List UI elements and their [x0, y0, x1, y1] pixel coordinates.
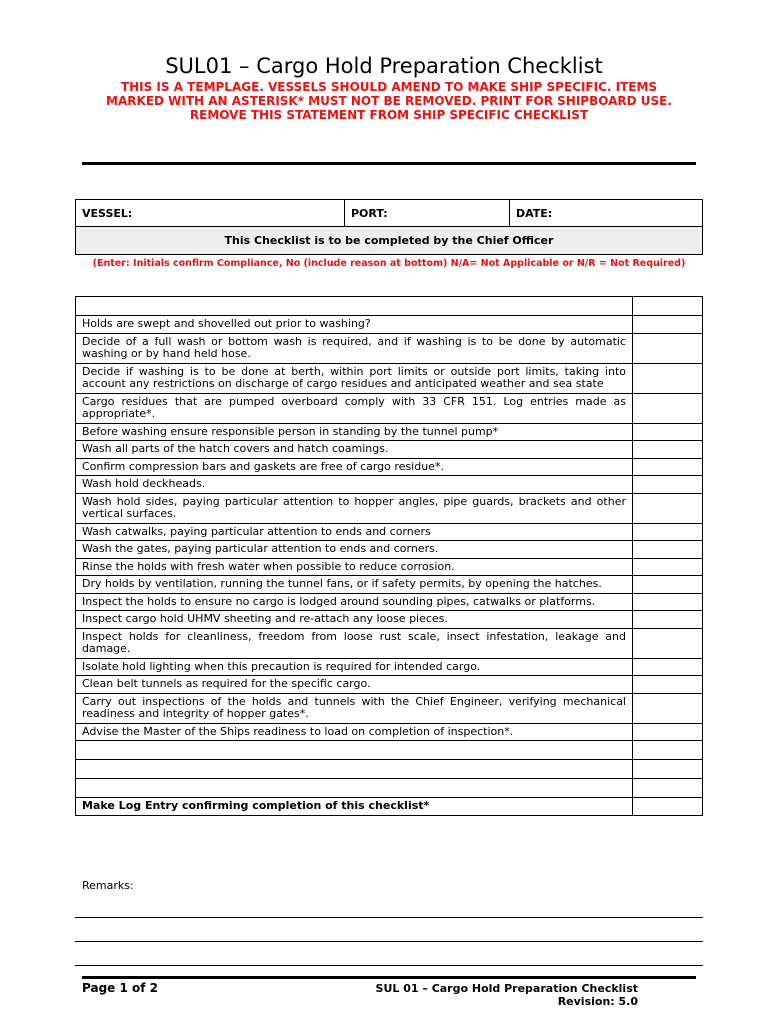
item-cell: Holds are swept and shovelled out prior to washing? [76, 316, 633, 334]
table-row [76, 523, 703, 541]
check-cell[interactable] [633, 593, 703, 611]
port-field[interactable] [345, 200, 510, 227]
check-cell[interactable] [633, 541, 703, 559]
item-cell: Inspect holds for cleanliness, freedom from loose rust scale, insect infestation, leakage and damage. [76, 628, 633, 658]
item-cell[interactable] [76, 741, 633, 760]
check-cell[interactable] [633, 611, 703, 629]
item-cell: Wash hold deckheads. [76, 476, 633, 494]
check-cell[interactable] [633, 333, 703, 363]
check-cell[interactable] [633, 316, 703, 334]
check-cell[interactable] [633, 723, 703, 741]
table-row [76, 693, 703, 723]
item-cell: Wash all parts of the hatch covers and hatch coamings. [76, 441, 633, 459]
check-cell[interactable] [633, 628, 703, 658]
item-cell: Before washing ensure responsible person in standing by the tunnel pump* [76, 423, 633, 441]
check-cell[interactable] [633, 458, 703, 476]
table-row [76, 393, 703, 423]
footer-doc-name: SUL 01 – Cargo Hold Preparation Checklist [375, 982, 638, 995]
table-row [76, 558, 703, 576]
check-cell[interactable] [633, 760, 703, 779]
item-cell: Decide if washing is to be done at berth, within port limits or outside port limits, taking into account any restrictions on discharge of cargo residues and anticipated weather and sea state [76, 363, 633, 393]
remarks-line[interactable] [75, 917, 703, 918]
check-cell[interactable] [633, 493, 703, 523]
table-row [76, 676, 703, 694]
table-row [76, 628, 703, 658]
table-row [76, 593, 703, 611]
table-row [76, 476, 703, 494]
check-cell[interactable] [633, 297, 703, 316]
table-row [76, 441, 703, 459]
check-cell[interactable] [633, 693, 703, 723]
table-row [76, 333, 703, 363]
remarks-line[interactable] [75, 965, 703, 966]
template-notice: THIS IS A TEMPLAGE. VESSELS SHOULD AMEND TO MAKE SHIP SPECIFIC. ITEMS MARKED WITH AN ASTERISK* MUST NOT BE REMOVED. PRINT FOR SHIPBOARD USE. REMOVE THIS STATEMENT FROM SHIP SPECIFIC CHECKLIST [106, 80, 672, 122]
check-cell[interactable] [633, 423, 703, 441]
date-label: DATE: [516, 206, 553, 220]
table-row [76, 798, 703, 816]
item-cell[interactable] [76, 779, 633, 798]
item-cell: Isolate hold lighting when this precaution is required for intended cargo. [76, 658, 633, 676]
date-field[interactable] [510, 200, 703, 227]
completion-note: This Checklist is to be completed by the Chief Officer [76, 227, 703, 255]
check-cell[interactable] [633, 363, 703, 393]
item-cell: Cargo residues that are pumped overboard comply with 33 CFR 151. Log entries made as appropriate*. [76, 393, 633, 423]
check-cell[interactable] [633, 441, 703, 459]
check-cell[interactable] [633, 779, 703, 798]
check-cell[interactable] [633, 798, 703, 816]
footer-revision: Revision: 5.0 [557, 995, 638, 1008]
table-row [76, 541, 703, 559]
table-row [76, 316, 703, 334]
check-cell[interactable] [633, 523, 703, 541]
item-cell: Inspect the holds to ensure no cargo is lodged around sounding pipes, catwalks or platforms. [76, 593, 633, 611]
table-row [76, 493, 703, 523]
table-row [76, 658, 703, 676]
check-cell[interactable] [633, 658, 703, 676]
footer-divider [82, 976, 696, 979]
table-row [76, 458, 703, 476]
item-cell: Rinse the holds with fresh water when possible to reduce corrosion. [76, 558, 633, 576]
check-cell[interactable] [633, 576, 703, 594]
page-title: SUL01 – Cargo Hold Preparation Checklist [165, 54, 603, 78]
table-row [76, 576, 703, 594]
checklist-table [75, 296, 703, 816]
vessel-field[interactable] [76, 200, 345, 227]
table-row [76, 760, 703, 779]
header-divider [82, 162, 696, 165]
item-cell: Clean belt tunnels as required for the specific cargo. [76, 676, 633, 694]
item-cell[interactable] [76, 760, 633, 779]
item-cell: Confirm compression bars and gaskets are free of cargo residue*. [76, 458, 633, 476]
item-cell: Wash catwalks, paying particular attention to ends and corners [76, 523, 633, 541]
item-cell: Wash the gates, paying particular attention to ends and corners. [76, 541, 633, 559]
item-cell: Wash hold sides, paying particular attention to hopper angles, pipe guards, brackets and other vertical surfaces. [76, 493, 633, 523]
table-row [76, 723, 703, 741]
check-cell[interactable] [633, 741, 703, 760]
remarks-line[interactable] [75, 941, 703, 942]
page-number: Page 1 of 2 [82, 981, 158, 995]
check-cell[interactable] [633, 476, 703, 494]
item-cell: Inspect cargo hold UHMV sheeting and re-attach any loose pieces. [76, 611, 633, 629]
table-row [76, 611, 703, 629]
check-cell[interactable] [633, 558, 703, 576]
table-row [76, 779, 703, 798]
table-row [76, 297, 703, 316]
vessel-label: VESSEL: [82, 206, 133, 220]
item-cell: Advise the Master of the Ships readiness to load on completion of inspection*. [76, 723, 633, 741]
entry-instructions: (Enter: Initials confirm Compliance, No (include reason at bottom) N/A= Not Applicable or N/R = Not Required) [92, 258, 686, 269]
remarks-label: Remarks: [82, 879, 134, 892]
log-entry-item: Make Log Entry confirming completion of this checklist* [76, 798, 633, 816]
item-cell: Dry holds by ventilation, running the tunnel fans, or if safety permits, by opening the hatches. [76, 576, 633, 594]
table-row [76, 363, 703, 393]
check-cell[interactable] [633, 676, 703, 694]
table-row [76, 423, 703, 441]
check-cell[interactable] [633, 393, 703, 423]
footer-doc-info [300, 982, 638, 1008]
item-cell: Carry out inspections of the holds and tunnels with the Chief Engineer, verifying mechanical readiness and integrity of hopper gates*. [76, 693, 633, 723]
port-label: PORT: [351, 206, 388, 220]
vessel-info-table [75, 199, 703, 255]
item-cell: Decide of a full wash or bottom wash is required, and if washing is to be done by automatic washing or by hand held hose. [76, 333, 633, 363]
item-cell [76, 297, 633, 316]
table-row [76, 741, 703, 760]
